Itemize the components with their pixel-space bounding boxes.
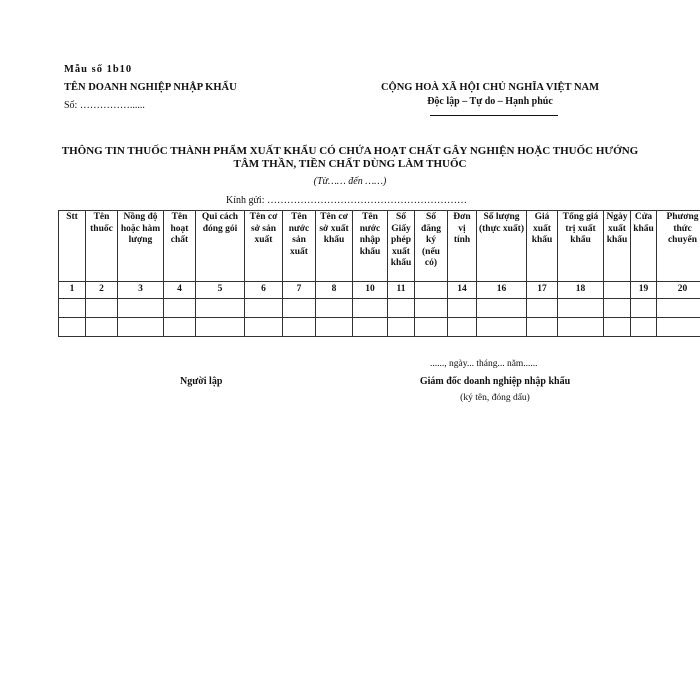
table-row <box>59 299 700 318</box>
column-number: 20 <box>657 282 700 299</box>
table-row <box>59 318 700 337</box>
empty-cell <box>118 299 164 318</box>
preparer-label: Người lập <box>180 376 223 387</box>
empty-cell <box>196 299 245 318</box>
empty-cell <box>316 299 353 318</box>
header-cell: Đơn vị tính <box>448 211 477 282</box>
header-cell: Số đăng ký (nếu có) <box>415 211 448 282</box>
empty-cell <box>245 299 283 318</box>
empty-cell <box>657 318 700 337</box>
motto-underline <box>430 115 558 116</box>
empty-cell <box>477 318 527 337</box>
header-cell: Tên nước nhập khẩu <box>353 211 388 282</box>
header-cell: Cửa khẩu <box>631 211 657 282</box>
document-title <box>40 145 660 171</box>
export-info-table <box>58 210 700 337</box>
table-header-row <box>59 211 700 282</box>
column-number: 3 <box>118 282 164 299</box>
empty-cell <box>388 299 415 318</box>
empty-cell <box>388 318 415 337</box>
header-cell: Tên cơ sở sản xuất <box>245 211 283 282</box>
empty-cell <box>283 318 316 337</box>
empty-cell <box>415 299 448 318</box>
header-cell: Stt <box>59 211 86 282</box>
header-cell: Tên thuốc <box>86 211 118 282</box>
header-cell: Tên nước sản xuất <box>283 211 316 282</box>
header-cell: Nồng độ hoặc hàm lượng <box>118 211 164 282</box>
column-number: 11 <box>388 282 415 299</box>
empty-cell <box>118 318 164 337</box>
empty-cell <box>415 318 448 337</box>
empty-cell <box>604 318 631 337</box>
empty-cell <box>59 318 86 337</box>
column-number: 2 <box>86 282 118 299</box>
title-line-2: TÂM THẦN, TIỀN CHẤT DÙNG LÀM THUỐC <box>233 158 467 170</box>
company-name: TÊN DOANH NGHIỆP NHẬP KHẨU <box>64 82 237 93</box>
column-number: 8 <box>316 282 353 299</box>
header-cell: Qui cách đóng gói <box>196 211 245 282</box>
column-number: 16 <box>477 282 527 299</box>
empty-cell <box>558 318 604 337</box>
empty-cell <box>164 299 196 318</box>
empty-cell <box>527 299 558 318</box>
header-cell: Số lượng (thực xuất) <box>477 211 527 282</box>
empty-cell <box>316 318 353 337</box>
empty-cell <box>527 318 558 337</box>
header-cell: Ngày xuất khẩu <box>604 211 631 282</box>
empty-cell <box>245 318 283 337</box>
column-number: 19 <box>631 282 657 299</box>
header-cell: Giá xuất khẩu <box>527 211 558 282</box>
recipient-line: Kính gửi: …………………………………………………… <box>226 195 467 206</box>
empty-cell <box>353 318 388 337</box>
column-number: 5 <box>196 282 245 299</box>
empty-cell <box>283 299 316 318</box>
empty-cell <box>657 299 700 318</box>
empty-cell <box>353 299 388 318</box>
empty-cell <box>631 299 657 318</box>
empty-cell <box>477 299 527 318</box>
header-cell: Tên cơ sở xuất khẩu <box>316 211 353 282</box>
director-label: Giám đốc doanh nghiệp nhập khẩu <box>419 376 571 387</box>
empty-cell <box>604 299 631 318</box>
header-cell: Tổng giá trị xuất khẩu <box>558 211 604 282</box>
empty-cell <box>164 318 196 337</box>
empty-cell <box>86 299 118 318</box>
nation-heading: CỘNG HOÀ XÃ HỘI CHỦ NGHĨA VIỆT NAM <box>380 82 600 93</box>
column-number <box>415 282 448 299</box>
title-line-1: THÔNG TIN THUỐC THÀNH PHẨM XUẤT KHẨU CÓ CHỨA HOẠT CHẤT GÂY NGHIỆN HOẶC THUỐC HƯỚNG <box>61 145 639 157</box>
column-number <box>604 282 631 299</box>
column-number-row <box>59 282 700 299</box>
empty-cell <box>631 318 657 337</box>
empty-cell <box>448 318 477 337</box>
column-number: 18 <box>558 282 604 299</box>
document-number: Số: ……………...... <box>64 100 145 111</box>
column-number: 14 <box>448 282 477 299</box>
column-number: 1 <box>59 282 86 299</box>
column-number: 6 <box>245 282 283 299</box>
column-number: 10 <box>353 282 388 299</box>
header-cell: Số Giấy phép xuất khẩu <box>388 211 415 282</box>
signature-note: (ký tên, đóng dấu) <box>460 393 530 403</box>
column-number: 17 <box>527 282 558 299</box>
empty-cell <box>86 318 118 337</box>
date-line: ......, ngày... tháng... năm...... <box>430 359 538 369</box>
form-number: Mẫu số 1b10 <box>64 64 133 75</box>
national-motto: Độc lập – Tự do – Hạnh phúc <box>427 96 553 107</box>
column-number: 4 <box>164 282 196 299</box>
empty-cell <box>59 299 86 318</box>
empty-cell <box>448 299 477 318</box>
empty-cell <box>196 318 245 337</box>
header-cell: Phương thức chuyển <box>657 211 700 282</box>
report-period: (Từ…… đến ……) <box>313 176 387 187</box>
header-cell: Tên hoạt chất <box>164 211 196 282</box>
column-number: 7 <box>283 282 316 299</box>
empty-cell <box>558 299 604 318</box>
